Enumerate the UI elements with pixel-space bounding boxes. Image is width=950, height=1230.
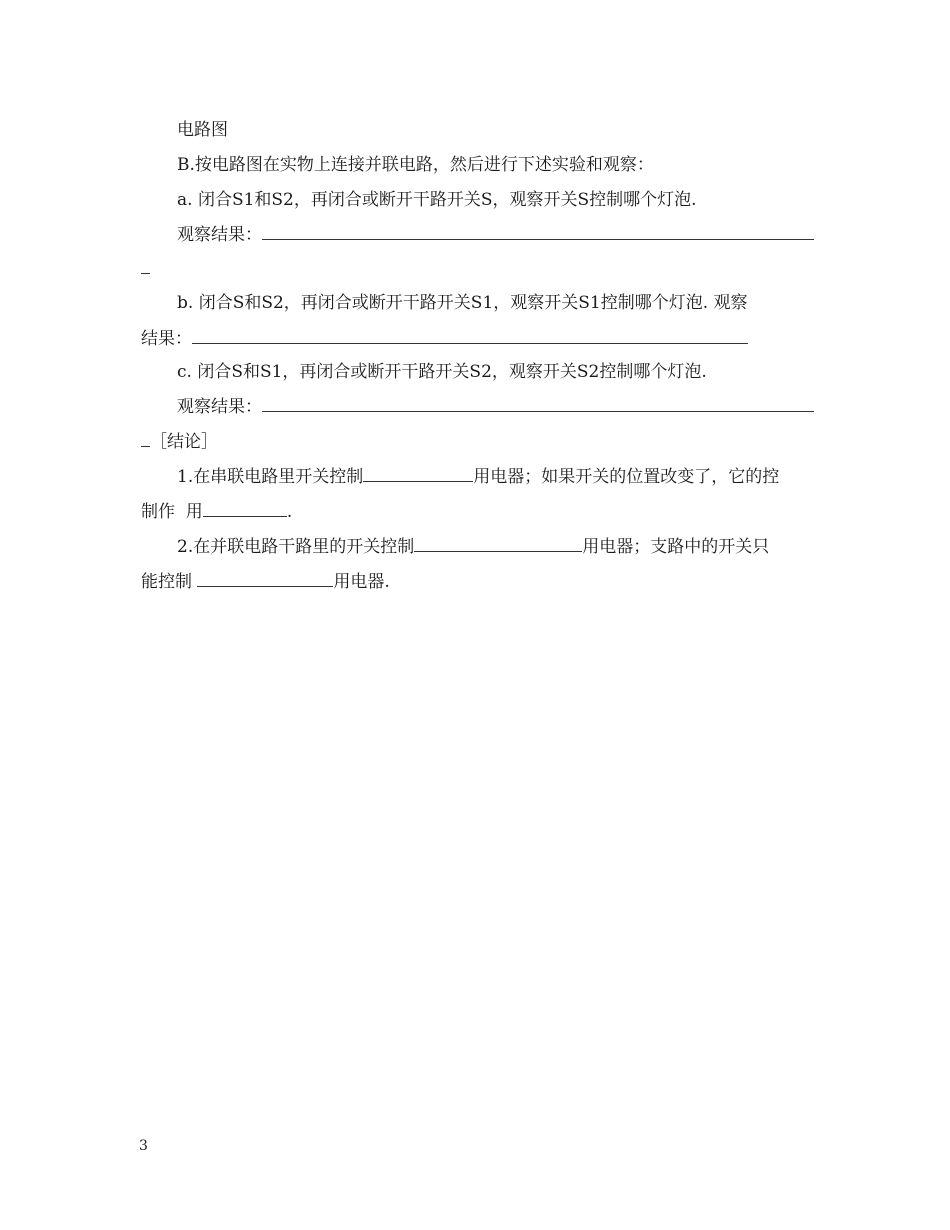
conclusion-1-text-a: 1.在串联电路里开关控制 [177,467,364,487]
result-a-line [177,223,814,246]
result-c-blank[interactable] [262,395,814,412]
result-a-blank[interactable] [262,223,814,240]
conclusion-2-line1 [177,535,769,558]
result-a-overflow-blank [141,257,150,274]
heading-circuit-diagram: 电路图 [177,120,228,140]
conclusion-2-line2 [141,570,390,593]
conclusion-1-text-b: 用电器；如果开关的位置改变了，它的控 [473,467,780,487]
conclusion-2-text-b: 用电器；支路中的开关只 [582,537,770,557]
conclusion-1-blank-a[interactable] [363,465,473,482]
conclusion-2-text-a: 2.在并联电路干路里的开关控制 [177,537,415,557]
item-b-text: b. 闭合S和S2，再闭合或断开干路开关S1，观察开关S1控制哪个灯泡. 观察 [177,293,748,313]
result-b-label: 结果： [141,329,192,349]
result-c-label: 观察结果： [177,397,262,417]
page-number: 3 [139,1138,148,1154]
item-a-text: a. 闭合S1和S2，再闭合或断开干路开关S，观察开关S控制哪个灯泡. [177,190,697,210]
conclusion-1-line2 [141,500,292,523]
conclusion-2-text-d: 用电器. [333,572,390,592]
result-b-blank[interactable] [192,327,748,344]
conclusion-heading: ［结论］ [150,432,218,452]
conclusion-2-text-c: 能控制 [141,572,198,592]
conclusion-2-blank-a[interactable] [414,535,582,552]
result-c-overflow-blank [141,430,150,447]
item-c-text: c. 闭合S和S1，再闭合或断开干路开关S2，观察开关S2控制哪个灯泡. [177,362,707,382]
result-a-overflow-line [141,257,150,280]
result-c-line [177,395,814,418]
result-b-line [141,327,748,350]
conclusion-1-line1 [177,465,779,488]
conclusion-1-blank-b[interactable] [203,500,287,517]
conclusion-1-text-d: . [286,502,293,522]
conclusion-2-blank-b[interactable] [197,570,333,587]
step-b-instruction: B.按电路图在实物上连接并联电路，然后进行下述实验和观察： [177,155,654,175]
result-a-label: 观察结果： [177,225,262,245]
conclusion-line [141,430,218,453]
conclusion-1-text-c: 制作 用 [141,502,203,522]
